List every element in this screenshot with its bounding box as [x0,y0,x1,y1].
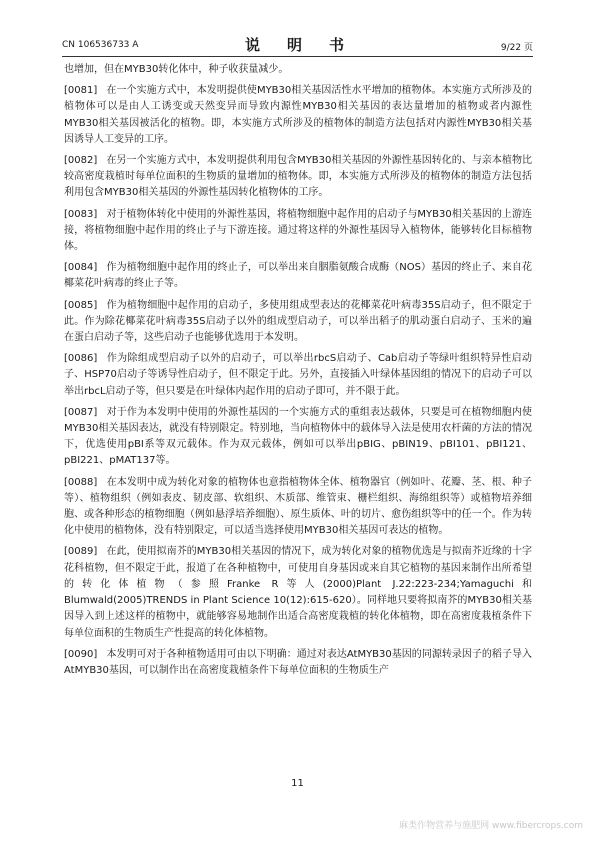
page-counter: 9/22 页 [500,43,533,53]
paragraph-text: 作为植物细胞中起作用的终止子，可以举出来自胭脂氨酸合成酶（NOS）基因的终止子、来自花椰菜花叶病毒的终止子等。 [64,262,532,290]
paragraph-number: [0087] [64,406,98,418]
paragraph-0084 [64,260,532,292]
paragraph-0090 [64,647,532,679]
paragraph-text: 本发明可对于各种植物适用可由以下明确：通过对表达AtMYB30基因的同源转录因子的稻子导入AtMYB30基因，可以制作出在高密度栽植条件下每单位面积的生物质生产 [64,648,532,676]
patent-number: CN 106536733 A [62,40,139,50]
paragraph-text: 在另一个实施方式中，本发明提供利用包含MYB30相关基因的外源性基因转化的、与亲本植物比较高密度栽植时每单位面积的生物质的量增加的植物体。即，本实施方式所涉及的植物体的制造方法包括利用包含MYB30相关基因的外源性基因转化植物体的工序。 [64,155,532,199]
paragraph-0089 [64,544,532,641]
paragraph-text: 对于作为本发明中使用的外源性基因的一个实施方式的重组表达载体，只要是可在植物细胞内使MYB30相关基因表达，就没有特别限定。特别地，当向植物体中的载体导入法是使用农杆菌的方法的情况下，优选使用pBI系等双元载体。作为双元载体，例如可以举出pBIG、pBIN19、pBI101、pBI121、pBI221、pMAT137等。 [64,406,532,467]
paragraph-0082 [64,153,532,202]
paragraph-0081 [64,83,532,148]
paragraph-0087 [64,405,532,470]
paragraph-number: [0089] [64,546,98,558]
paragraph-number: [0082] [64,155,98,167]
paragraph-number: [0088] [64,476,98,488]
paragraph-number: [0081] [64,85,98,97]
paragraph-0086 [64,351,532,400]
page-header [62,34,533,56]
paragraph-text: 在一个实施方式中，本发明提供使MYB30相关基因活性水平增加的植物体。本实施方式所涉及的植物体可以是由人工诱变或天然变异而导致内源性MYB30相关基因的表达量增加的植物或者内源性MYB30相关基因被活化的植物。即，本实施方式所涉及的植物体的制造方法包括对内源性MYB30相关基因诱导人工变异的工序。 [64,85,532,145]
paragraph-text: 在此，使用拟南芥的MYB30相关基因的情况下，成为转化对象的植物优选是与拟南芥近缘的十字花科植物，但不限定于此，报道了在各种植物中，可使用自身基因或来自其它植物的基因来制作出所希望的转化体植物（参照Franke R等人(2000)Plant J.22:223-234;Yamaguchi和Blumwald(2005)TRENDS in Plant Science 10(12):615-620）。同样地只要将拟南芥的MYB30相关基因导入到上述这样的植物中，就能够容易地制作出适合高密度栽植的转化体植物，即在高密度栽植条件下每单位面积的生物质生产性提高的转化体植物。 [64,546,532,639]
paragraph-number: [0090] [64,648,98,660]
header-rule [62,56,533,57]
paragraph-0083 [64,207,532,256]
paragraph-text: 作为除组成型启动子以外的启动子，可以举出rbcS启动子、Cab启动子等绿叶组织特异性启动子、HSP70启动子等诱导性启动子，但不限定于此。另外，直接插入叶绿体基因组的情况下的启动子可以举出rbcL启动子等，但只要是在叶绿体内起作用的启动子即可，并不限于此。 [64,353,532,397]
paragraph-text: 在本发明中成为转化对象的植物体也意指植物体全体、植物器官（例如叶、花瓣、茎、根、种子等）、植物组织（例如表皮、韧皮部、软组织、木质部、维管束、栅栏组织、海绵组织等）或植物培养细胞、或各种形态的植物细胞（例如悬浮培养细胞）、原生质体、叶的切片、愈伤组织等中的任一个。作为转化中使用的植物体，没有特别限定，可以适当选择使用MYB30相关基因可表达的植物。 [64,476,532,537]
paragraph-text: 作为植物细胞中起作用的启动子，多使用组成型表达的花椰菜花叶病毒35S启动子，但不限定于此。作为除花椰菜花叶病毒35S启动子以外的组成型启动子，可以举出稻子的肌动蛋白启动子、玉米的遍在蛋白启动子等，这些启动子也能够优选用于本发明。 [64,299,532,344]
paragraph-number: [0085] [64,299,98,311]
paragraph-text: 也增加，但在MYB30转化体中，种子收获量减少。 [64,64,289,75]
paragraph-text: 对于植物体转化中使用的外源性基因，将植物细胞中起作用的启动子与MYB30相关基因的上游连接，将植物细胞中起作用的终止子与下游连接。通过将这样的外源性基因导入植物体，能够转化目标植物体。 [64,208,532,253]
document-title: 说 明 书 [244,36,350,54]
paragraph-continuation [64,62,532,78]
paragraph-number: [0084] [64,262,98,274]
paragraph-number: [0086] [64,353,98,365]
site-watermark: 麻类作物营养与施肥网 www.fibercrops.com [399,821,583,831]
paragraph-0085 [64,298,532,347]
document-body [64,62,532,774]
page-number: 11 [291,778,304,789]
paragraph-0088 [64,475,532,540]
paragraph-number: [0083] [64,208,98,220]
